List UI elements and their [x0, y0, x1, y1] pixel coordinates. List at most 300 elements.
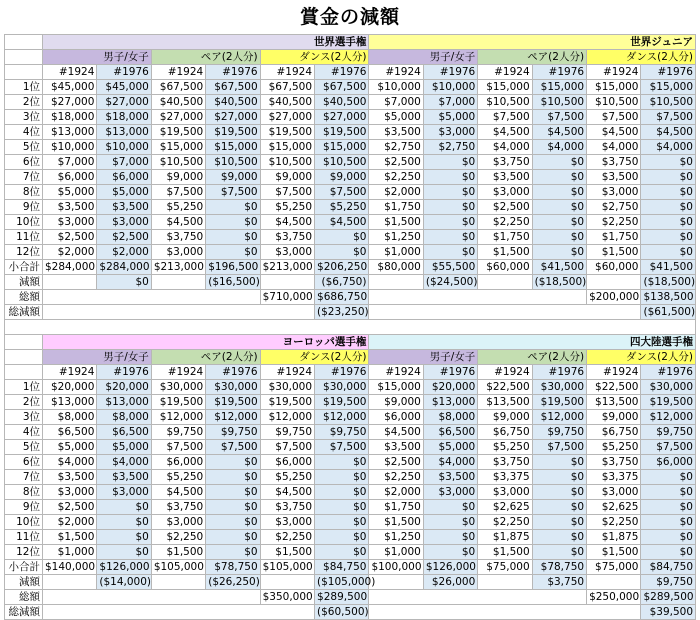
prize-1924[interactable]: $45,000: [43, 80, 97, 95]
prize-1924[interactable]: $8,000: [43, 410, 97, 425]
prize-1924[interactable]: $9,000: [587, 410, 641, 425]
subtotal-1976[interactable]: $78,750: [532, 560, 586, 575]
empty-cell[interactable]: [43, 290, 261, 305]
year-header[interactable]: #1976: [206, 365, 260, 380]
prize-1976[interactable]: $0: [206, 455, 260, 470]
total-reduction-value[interactable]: ($23,250): [315, 305, 369, 320]
prize-1976[interactable]: $3,000: [423, 485, 477, 500]
prize-1924[interactable]: $6,000: [151, 455, 205, 470]
prize-1976[interactable]: $0: [423, 545, 477, 560]
prize-1924[interactable]: $2,250: [260, 530, 314, 545]
prize-1924[interactable]: $1,500: [369, 215, 423, 230]
prize-1976[interactable]: $0: [206, 245, 260, 260]
prize-1976[interactable]: $9,000: [315, 170, 369, 185]
prize-1976[interactable]: $40,500: [315, 95, 369, 110]
prize-1976[interactable]: $45,000: [97, 80, 151, 95]
prize-1924[interactable]: $40,500: [151, 95, 205, 110]
prize-1976[interactable]: $9,750: [641, 425, 696, 440]
prize-1976[interactable]: $13,000: [423, 395, 477, 410]
rank-label[interactable]: 12位: [5, 545, 43, 560]
prize-1976[interactable]: $0: [532, 455, 586, 470]
reduction-value[interactable]: ($105,000): [315, 575, 369, 590]
year-header[interactable]: #1976: [97, 65, 151, 80]
prize-1924[interactable]: $27,000: [43, 95, 97, 110]
prize-1924[interactable]: $5,250: [478, 440, 532, 455]
prize-1924[interactable]: $67,500: [260, 80, 314, 95]
prize-1976[interactable]: $0: [423, 170, 477, 185]
prize-1976[interactable]: $0: [641, 470, 696, 485]
prize-1976[interactable]: $0: [206, 470, 260, 485]
prize-1976[interactable]: $0: [423, 500, 477, 515]
category-header[interactable]: 男子/女子: [43, 350, 152, 365]
empty-cell[interactable]: [369, 575, 423, 590]
prize-1924[interactable]: $1,500: [478, 545, 532, 560]
prize-1924[interactable]: $6,000: [260, 455, 314, 470]
year-header[interactable]: #1976: [315, 65, 369, 80]
prize-1976[interactable]: $0: [423, 230, 477, 245]
prize-1924[interactable]: $5,250: [151, 470, 205, 485]
prize-1924[interactable]: $3,750: [151, 500, 205, 515]
prize-1924[interactable]: $9,000: [369, 395, 423, 410]
prize-1976[interactable]: $0: [423, 515, 477, 530]
prize-1924[interactable]: $5,250: [587, 440, 641, 455]
prize-1976[interactable]: $7,000: [97, 155, 151, 170]
subtotal-1924[interactable]: $213,000: [260, 260, 314, 275]
corner-cell[interactable]: [5, 365, 43, 380]
rank-label[interactable]: 6位: [5, 155, 43, 170]
reduction-value[interactable]: ($26,250): [206, 575, 260, 590]
total-reduction-label[interactable]: 総減額: [5, 305, 43, 320]
prize-1924[interactable]: $3,500: [43, 200, 97, 215]
prize-1976[interactable]: $0: [641, 155, 696, 170]
subtotal-1924[interactable]: $80,000: [369, 260, 423, 275]
rank-label[interactable]: 12位: [5, 245, 43, 260]
prize-1924[interactable]: $2,500: [478, 200, 532, 215]
prize-1976[interactable]: $0: [315, 230, 369, 245]
prize-1976[interactable]: $0: [532, 155, 586, 170]
total-1924[interactable]: $350,000: [260, 590, 314, 605]
prize-1924[interactable]: $3,750: [260, 230, 314, 245]
prize-1976[interactable]: $7,500: [532, 110, 586, 125]
reduction-value[interactable]: ($18,500): [641, 275, 696, 290]
reduction-label[interactable]: 減額: [5, 275, 43, 290]
total-label[interactable]: 総額: [5, 290, 43, 305]
rank-label[interactable]: 4位: [5, 125, 43, 140]
total-1976[interactable]: $686,750: [315, 290, 369, 305]
year-header[interactable]: #1976: [97, 365, 151, 380]
prize-1924[interactable]: $2,500: [43, 230, 97, 245]
subtotal-1924[interactable]: $60,000: [587, 260, 641, 275]
corner-cell[interactable]: [5, 65, 43, 80]
prize-1976[interactable]: $0: [97, 515, 151, 530]
empty-cell[interactable]: [369, 290, 587, 305]
prize-1976[interactable]: $5,000: [423, 110, 477, 125]
reduction-value[interactable]: $0: [97, 275, 151, 290]
prize-1976[interactable]: $8,000: [97, 410, 151, 425]
prize-1924[interactable]: $5,250: [260, 470, 314, 485]
prize-1976[interactable]: $7,500: [641, 110, 696, 125]
subtotal-1976[interactable]: $41,500: [641, 260, 696, 275]
rank-label[interactable]: 11位: [5, 530, 43, 545]
prize-1976[interactable]: $2,000: [97, 245, 151, 260]
prize-1976[interactable]: $3,500: [97, 200, 151, 215]
prize-1976[interactable]: $0: [423, 215, 477, 230]
prize-1976[interactable]: $4,500: [641, 125, 696, 140]
subtotal-1976[interactable]: $126,000: [423, 560, 477, 575]
prize-1976[interactable]: $67,500: [315, 80, 369, 95]
prize-1924[interactable]: $2,250: [478, 515, 532, 530]
prize-1924[interactable]: $9,000: [260, 170, 314, 185]
year-header[interactable]: #1924: [369, 365, 423, 380]
rank-label[interactable]: 9位: [5, 200, 43, 215]
prize-1924[interactable]: $7,500: [478, 110, 532, 125]
subtotal-1976[interactable]: $55,500: [423, 260, 477, 275]
prize-1924[interactable]: $1,500: [587, 545, 641, 560]
prize-1924[interactable]: $1,875: [587, 530, 641, 545]
category-header[interactable]: ダンス(2人分): [587, 50, 696, 65]
prize-1924[interactable]: $3,000: [260, 515, 314, 530]
total-reduction-value[interactable]: ($61,500): [641, 305, 696, 320]
category-header[interactable]: ダンス(2人分): [587, 350, 696, 365]
prize-1976[interactable]: $0: [532, 215, 586, 230]
prize-1976[interactable]: $30,000: [641, 380, 696, 395]
prize-1976[interactable]: $0: [206, 200, 260, 215]
prize-1924[interactable]: $19,500: [151, 395, 205, 410]
year-header[interactable]: #1924: [43, 65, 97, 80]
prize-1976[interactable]: $0: [641, 545, 696, 560]
section-title[interactable]: 世界ジュニア: [369, 35, 696, 50]
prize-1924[interactable]: $30,000: [151, 380, 205, 395]
prize-1976[interactable]: $0: [532, 170, 586, 185]
prize-1924[interactable]: $30,000: [260, 380, 314, 395]
empty-cell[interactable]: [260, 575, 314, 590]
prize-1924[interactable]: $20,000: [43, 380, 97, 395]
prize-1976[interactable]: $9,750: [206, 425, 260, 440]
prize-1924[interactable]: $27,000: [260, 110, 314, 125]
category-header[interactable]: 男子/女子: [369, 350, 478, 365]
prize-1976[interactable]: $0: [532, 200, 586, 215]
rank-label[interactable]: 7位: [5, 170, 43, 185]
prize-1924[interactable]: $2,500: [369, 455, 423, 470]
prize-1924[interactable]: $3,000: [478, 185, 532, 200]
rank-label[interactable]: 1位: [5, 380, 43, 395]
prize-1924[interactable]: $7,500: [587, 110, 641, 125]
prize-1924[interactable]: $3,500: [369, 440, 423, 455]
prize-1924[interactable]: $5,250: [260, 200, 314, 215]
prize-1924[interactable]: $40,500: [260, 95, 314, 110]
subtotal-1976[interactable]: $78,750: [206, 560, 260, 575]
prize-1976[interactable]: $12,000: [315, 410, 369, 425]
prize-1976[interactable]: $27,000: [97, 95, 151, 110]
prize-1924[interactable]: $27,000: [151, 110, 205, 125]
prize-1976[interactable]: $6,500: [423, 425, 477, 440]
prize-1924[interactable]: $7,500: [260, 185, 314, 200]
prize-1924[interactable]: $2,000: [369, 485, 423, 500]
prize-1924[interactable]: $3,750: [587, 155, 641, 170]
rank-label[interactable]: 5位: [5, 440, 43, 455]
prize-1924[interactable]: $19,500: [260, 395, 314, 410]
prize-1976[interactable]: $0: [206, 500, 260, 515]
total-1924[interactable]: $250,000: [587, 590, 641, 605]
prize-1976[interactable]: $0: [641, 185, 696, 200]
empty-cell[interactable]: [369, 305, 641, 320]
empty-cell[interactable]: [43, 575, 97, 590]
prize-1924[interactable]: $1,750: [369, 500, 423, 515]
prize-1976[interactable]: $67,500: [206, 80, 260, 95]
empty-cell[interactable]: [43, 590, 261, 605]
subtotal-1976[interactable]: $196,500: [206, 260, 260, 275]
prize-1924[interactable]: $1,750: [587, 230, 641, 245]
prize-1924[interactable]: $2,000: [369, 185, 423, 200]
prize-1976[interactable]: $0: [532, 245, 586, 260]
reduction-value[interactable]: $26,000: [423, 575, 477, 590]
year-header[interactable]: #1976: [532, 365, 586, 380]
prize-1924[interactable]: $2,750: [369, 140, 423, 155]
rank-label[interactable]: 2位: [5, 395, 43, 410]
category-header[interactable]: ダンス(2人分): [260, 350, 369, 365]
prize-1924[interactable]: $10,500: [587, 95, 641, 110]
prize-1924[interactable]: $10,500: [478, 95, 532, 110]
prize-1924[interactable]: $13,500: [587, 395, 641, 410]
prize-1924[interactable]: $1,500: [369, 515, 423, 530]
prize-1924[interactable]: $3,750: [260, 500, 314, 515]
prize-1976[interactable]: $0: [641, 170, 696, 185]
subtotal-label[interactable]: 小合計: [5, 560, 43, 575]
prize-1924[interactable]: $4,000: [587, 140, 641, 155]
category-header[interactable]: ペア(2人分): [151, 50, 260, 65]
prize-1976[interactable]: $15,000: [641, 80, 696, 95]
prize-1976[interactable]: $7,500: [206, 440, 260, 455]
prize-1976[interactable]: $0: [97, 500, 151, 515]
prize-1924[interactable]: $15,000: [587, 80, 641, 95]
prize-1976[interactable]: $4,500: [315, 215, 369, 230]
prize-1976[interactable]: $0: [97, 545, 151, 560]
year-header[interactable]: #1976: [641, 65, 696, 80]
reduction-value[interactable]: ($14,000): [97, 575, 151, 590]
prize-1976[interactable]: $0: [315, 545, 369, 560]
prize-1924[interactable]: $3,750: [587, 455, 641, 470]
section-title[interactable]: 四大陸選手権: [369, 335, 696, 350]
prize-1976[interactable]: $4,500: [532, 125, 586, 140]
prize-1976[interactable]: $30,000: [206, 380, 260, 395]
empty-cell[interactable]: [478, 275, 532, 290]
subtotal-1924[interactable]: $60,000: [478, 260, 532, 275]
prize-1924[interactable]: $22,500: [587, 380, 641, 395]
total-reduction-value[interactable]: $39,500: [641, 605, 696, 620]
category-header[interactable]: ダンス(2人分): [260, 50, 369, 65]
prize-1924[interactable]: $3,500: [369, 125, 423, 140]
rank-label[interactable]: 9位: [5, 500, 43, 515]
prize-1924[interactable]: $6,000: [369, 410, 423, 425]
empty-cell[interactable]: [151, 575, 205, 590]
empty-cell[interactable]: [369, 590, 587, 605]
prize-1924[interactable]: $2,625: [478, 500, 532, 515]
prize-1976[interactable]: $0: [315, 245, 369, 260]
year-header[interactable]: #1924: [587, 365, 641, 380]
prize-1924[interactable]: $2,250: [587, 215, 641, 230]
prize-1924[interactable]: $2,500: [43, 500, 97, 515]
prize-1924[interactable]: $1,250: [369, 530, 423, 545]
rank-label[interactable]: 10位: [5, 215, 43, 230]
rank-label[interactable]: 3位: [5, 410, 43, 425]
prize-1924[interactable]: $4,500: [478, 125, 532, 140]
prize-1976[interactable]: $15,000: [315, 140, 369, 155]
subtotal-1976[interactable]: $126,000: [97, 560, 151, 575]
total-1924[interactable]: $200,000: [587, 290, 641, 305]
year-header[interactable]: #1924: [587, 65, 641, 80]
prize-1924[interactable]: $3,000: [43, 215, 97, 230]
prize-1976[interactable]: $4,000: [532, 140, 586, 155]
prize-1924[interactable]: $13,500: [478, 395, 532, 410]
prize-1976[interactable]: $0: [206, 545, 260, 560]
prize-1924[interactable]: $2,000: [43, 245, 97, 260]
prize-1976[interactable]: $9,000: [206, 170, 260, 185]
prize-1924[interactable]: $15,000: [260, 140, 314, 155]
prize-1976[interactable]: $3,000: [97, 215, 151, 230]
prize-1924[interactable]: $2,250: [587, 515, 641, 530]
prize-1976[interactable]: $4,000: [97, 455, 151, 470]
prize-1924[interactable]: $6,750: [587, 425, 641, 440]
year-header[interactable]: #1924: [478, 365, 532, 380]
reduction-value[interactable]: ($6,750): [315, 275, 369, 290]
prize-1924[interactable]: $10,500: [260, 155, 314, 170]
total-reduction-value[interactable]: ($60,500): [315, 605, 369, 620]
prize-1976[interactable]: $3,500: [97, 470, 151, 485]
subtotal-1924[interactable]: $213,000: [151, 260, 205, 275]
prize-1976[interactable]: $0: [423, 155, 477, 170]
prize-1924[interactable]: $3,000: [43, 485, 97, 500]
subtotal-1924[interactable]: $284,000: [43, 260, 97, 275]
prize-1976[interactable]: $13,000: [97, 125, 151, 140]
prize-1976[interactable]: $0: [206, 230, 260, 245]
rank-label[interactable]: 11位: [5, 230, 43, 245]
prize-1924[interactable]: $15,000: [369, 380, 423, 395]
prize-1976[interactable]: $0: [641, 515, 696, 530]
prize-1976[interactable]: $19,500: [315, 395, 369, 410]
empty-cell[interactable]: [369, 275, 423, 290]
prize-1924[interactable]: $5,000: [43, 440, 97, 455]
prize-1976[interactable]: $0: [423, 245, 477, 260]
prize-1976[interactable]: $12,000: [641, 410, 696, 425]
prize-1976[interactable]: $0: [315, 485, 369, 500]
year-header[interactable]: #1924: [151, 365, 205, 380]
prize-1976[interactable]: $6,500: [97, 425, 151, 440]
corner-cell[interactable]: [5, 335, 43, 350]
prize-1976[interactable]: $18,000: [97, 110, 151, 125]
prize-1976[interactable]: $0: [641, 200, 696, 215]
rank-label[interactable]: 2位: [5, 95, 43, 110]
empty-cell[interactable]: [43, 605, 315, 620]
subtotal-1924[interactable]: $75,000: [587, 560, 641, 575]
empty-cell[interactable]: [478, 575, 532, 590]
category-header[interactable]: 男子/女子: [369, 50, 478, 65]
prize-1976[interactable]: $0: [423, 530, 477, 545]
prize-1924[interactable]: $1,250: [369, 230, 423, 245]
prize-1924[interactable]: $22,500: [478, 380, 532, 395]
prize-1924[interactable]: $1,500: [587, 245, 641, 260]
rank-label[interactable]: 7位: [5, 470, 43, 485]
empty-cell[interactable]: [43, 305, 315, 320]
prize-1976[interactable]: $0: [423, 185, 477, 200]
year-header[interactable]: #1924: [260, 365, 314, 380]
prize-1924[interactable]: $7,000: [369, 95, 423, 110]
total-label[interactable]: 総額: [5, 590, 43, 605]
prize-1976[interactable]: $8,000: [423, 410, 477, 425]
reduction-value[interactable]: ($16,500): [206, 275, 260, 290]
year-header[interactable]: #1976: [315, 365, 369, 380]
prize-1976[interactable]: $0: [532, 545, 586, 560]
prize-1924[interactable]: $1,750: [369, 200, 423, 215]
prize-1976[interactable]: $6,000: [641, 455, 696, 470]
prize-1976[interactable]: $0: [641, 485, 696, 500]
rank-label[interactable]: 5位: [5, 140, 43, 155]
prize-1976[interactable]: $7,500: [206, 185, 260, 200]
prize-1976[interactable]: $7,500: [532, 440, 586, 455]
prize-1976[interactable]: $0: [315, 455, 369, 470]
prize-1976[interactable]: $0: [641, 500, 696, 515]
prize-1976[interactable]: $10,500: [315, 155, 369, 170]
prize-1924[interactable]: $2,750: [587, 200, 641, 215]
prize-1976[interactable]: $0: [641, 530, 696, 545]
prize-1976[interactable]: $7,500: [641, 440, 696, 455]
prize-1924[interactable]: $1,500: [260, 545, 314, 560]
year-header[interactable]: #1976: [423, 365, 477, 380]
prize-1976[interactable]: $0: [206, 515, 260, 530]
subtotal-1924[interactable]: $140,000: [43, 560, 97, 575]
prize-1924[interactable]: $3,500: [478, 170, 532, 185]
prize-1924[interactable]: $7,000: [43, 155, 97, 170]
prize-1924[interactable]: $5,250: [151, 200, 205, 215]
prize-1924[interactable]: $2,625: [587, 500, 641, 515]
category-header[interactable]: ペア(2人分): [478, 50, 587, 65]
prize-1976[interactable]: $0: [532, 230, 586, 245]
prize-1924[interactable]: $3,000: [587, 485, 641, 500]
prize-1924[interactable]: $1,000: [369, 545, 423, 560]
prize-1976[interactable]: $0: [206, 530, 260, 545]
prize-1976[interactable]: $0: [206, 485, 260, 500]
subtotal-1976[interactable]: $284,000: [97, 260, 151, 275]
prize-1924[interactable]: $2,250: [369, 170, 423, 185]
prize-1976[interactable]: $13,000: [97, 395, 151, 410]
prize-1924[interactable]: $9,000: [151, 170, 205, 185]
prize-1924[interactable]: $3,750: [478, 155, 532, 170]
prize-1924[interactable]: $6,500: [43, 425, 97, 440]
prize-1924[interactable]: $2,000: [43, 515, 97, 530]
prize-1924[interactable]: $9,750: [260, 425, 314, 440]
empty-cell[interactable]: [587, 575, 641, 590]
prize-1976[interactable]: $5,000: [97, 440, 151, 455]
prize-1976[interactable]: $15,000: [532, 80, 586, 95]
prize-1976[interactable]: $19,500: [206, 395, 260, 410]
prize-1976[interactable]: $20,000: [423, 380, 477, 395]
prize-1976[interactable]: $12,000: [532, 410, 586, 425]
year-header[interactable]: #1924: [369, 65, 423, 80]
total-1976[interactable]: $289,500: [641, 590, 696, 605]
subtotal-1924[interactable]: $105,000: [260, 560, 314, 575]
subtotal-1976[interactable]: $206,250: [315, 260, 369, 275]
prize-1976[interactable]: $3,000: [423, 125, 477, 140]
prize-1924[interactable]: $9,750: [151, 425, 205, 440]
rank-label[interactable]: 1位: [5, 80, 43, 95]
prize-1976[interactable]: $40,500: [206, 95, 260, 110]
prize-1976[interactable]: $4,000: [641, 140, 696, 155]
prize-1976[interactable]: $5,250: [315, 200, 369, 215]
prize-1924[interactable]: $67,500: [151, 80, 205, 95]
prize-1976[interactable]: $0: [532, 185, 586, 200]
category-header[interactable]: 男子/女子: [43, 50, 152, 65]
corner-cell[interactable]: [5, 35, 43, 50]
prize-1924[interactable]: $7,500: [151, 440, 205, 455]
